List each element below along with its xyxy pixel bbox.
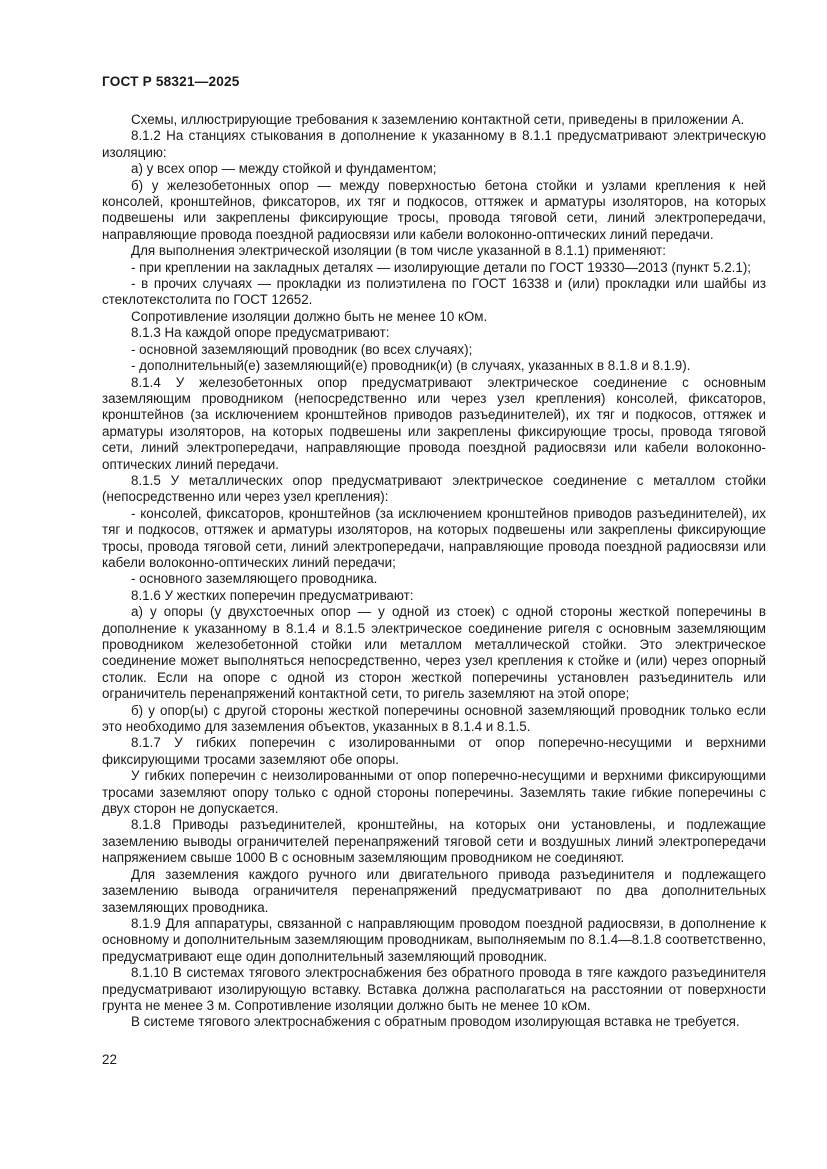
paragraph: 8.1.9 Для аппаратуры, связанной с направляющим проводом поездной радиосвязи, в дополнение к основному и дополнительным заземляющим проводникам, выполняемым по 8.1.4—8.1.8 соответственно, предусматривают еще один дополнительный заземляющий проводник. [102, 915, 766, 964]
paragraph: 8.1.3 На каждой опоре предусматривают: [131, 325, 390, 341]
list-item: - дополнительный(е) заземляющий(е) проводник(и) (в случаях, указанных в 8.1.8 и 8.1.9). [131, 358, 691, 374]
list-item: - при креплении на закладных деталях — изолирующие детали по ГОСТ 19330—2013 (пункт 5.2.1); [131, 259, 752, 275]
paragraph: У гибких поперечин с неизолированными от опор поперечно-несущими и верхними фиксирующими тросами заземляют опору только с одной стороны поперечины. Заземлять такие гибкие поперечины с двух сторон не допускается. [102, 768, 766, 817]
page-number: 22 [102, 1052, 117, 1067]
document-body [102, 112, 766, 1031]
paragraph: Для заземления каждого ручного или двигательного привода разъединителя и подлежащего заземлению вывода ограничителя перенапряжений предусматривают по два дополнительных заземляющих проводника. [102, 866, 766, 915]
paragraph: 8.1.5 У металлических опор предусматривают электрическое соединение с металлом стойки (непосредственно или через узел крепления): [102, 472, 766, 505]
list-item: - основной заземляющий проводник (во всех случаях); [131, 341, 473, 357]
paragraph: 8.1.7 У гибких поперечин с изолированными от опор поперечно-несущими и верхними фиксирующими тросами заземляют обе опоры. [102, 735, 766, 767]
list-item: - консолей, фиксаторов, кронштейнов (за исключением кронштейнов приводов разъединителей), их тяг и подкосов, оттяжек и арматуры изоляторов, на которых подвешены или закреплены фиксирующие тросы, провода тяговой сети, линий электропередачи, направляющие провода поездной радиосвязи или кабели волоконно-оптических линий передачи; [102, 505, 766, 570]
list-item: - основного заземляющего проводника. [131, 571, 378, 587]
paragraph: 8.1.4 У железобетонных опор предусматривают электрическое соединение с основным заземляющим проводником (непосредственно или через узел крепления) консолей, фиксаторов, кронштейнов (за исключением кронштейнов приводов разъединителей), их тяг и подкосов, оттяжек и арматуры изоляторов, на которых подвешены или закреплены фиксирующие тросы, провода тяговой сети, линий электропередачи, направляющие провода поездной радиосвязи или кабели волоконно-оптических линий передачи. [102, 374, 766, 472]
paragraph: В системе тягового электроснабжения с обратным проводом изолирующая вставка не требуется. [131, 1014, 740, 1030]
paragraph: Схемы, иллюстрирующие требования к заземлению контактной сети, приведены в приложении А. [131, 112, 745, 127]
list-item: а) у всех опор — между стойкой и фундаментом; [131, 161, 437, 177]
paragraph: Для выполнения электрической изоляции (в том числе указанной в 8.1.1) применяют: [131, 243, 667, 259]
paragraph: 8.1.10 В системах тягового электроснабжения без обратного провода в тяге каждого разъединителя предусматривают изолирующую вставку. Вставка должна располагаться на расстоянии от поверхности грунта не менее 3 м. Сопротивление изоляции должно быть не менее 10 кОм. [102, 965, 766, 1013]
paragraph: 8.1.6 У жестких поперечин предусматривают: [131, 587, 414, 603]
paragraph: Сопротивление изоляции должно быть не менее 10 кОм. [131, 308, 488, 324]
list-item: б) у опор(ы) с другой стороны жесткой поперечины основной заземляющий проводник только если это необходимо для заземления объектов, указанных в 8.1.4 и 8.1.5. [102, 702, 766, 735]
list-item: а) у опоры (у двухстоечных опор — у одной из стоек) с одной стороны жесткой поперечины в дополнение к указанному в 8.1.4 и 8.1.5 электрическое соединение ригеля с основным заземляющим проводником железобетонной стойки или металлом металлической стойки. Это электрическое соединение может выполняться непосредственно, через узел крепления к стойке и (или) через опорный столик. Если на опоре с одной из сторон жесткой поперечины установлен разъединитель или ограничитель перенапряжений контактной сети, то ригель заземляют на этой опоре; [102, 604, 766, 702]
paragraph: 8.1.2 На станциях стыкования в дополнение к указанному в 8.1.1 предусматривают электрическую изоляцию: [102, 128, 766, 160]
paragraph: 8.1.8 Приводы разъединителей, кронштейны, на которых они установлены, и подлежащие заземлению выводы ограничителей перенапряжений тяговой сети и воздушных линий электропередачи напряжением свыше 1000 В с основным заземляющим проводником не соединяют. [102, 817, 766, 866]
list-item: - в прочих случаях — прокладки из полиэтилена по ГОСТ 16338 и (или) прокладки или шайбы из стеклотекстолита по ГОСТ 12652. [102, 276, 766, 308]
standard-header: ГОСТ Р 58321—2025 [102, 74, 240, 89]
list-item: б) у железобетонных опор — между поверхностью бетона стойки и узлами крепления к ней консолей, кронштейнов, фиксаторов, их тяг и подкосов, оттяжек и арматуры изоляторов, на которых подвешены или закреплены фиксирующие тросы, провода тяговой сети, линий электропередачи, направляющие провода поездной радиосвязи или кабели волоконно-оптических линий передачи. [102, 177, 766, 242]
